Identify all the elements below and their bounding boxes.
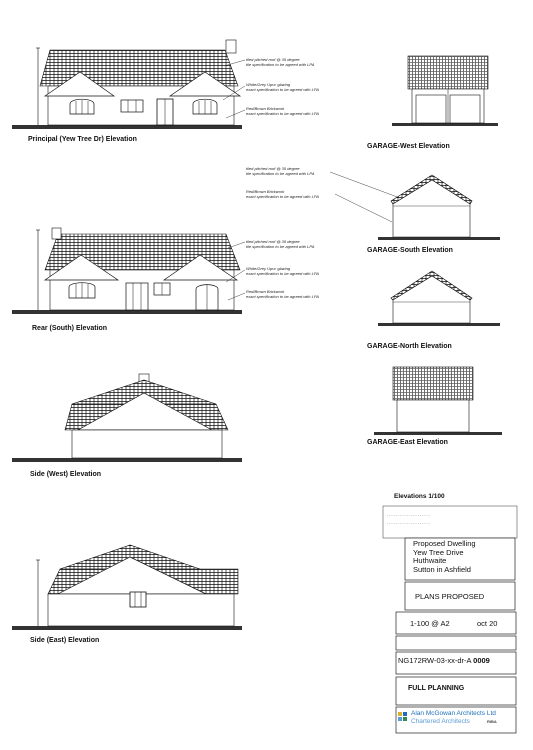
project-address bbox=[413, 540, 476, 574]
project-line-3: Huthwaite bbox=[413, 556, 447, 565]
side-east-elevation-drawing bbox=[12, 545, 242, 630]
garage-west-label: GARAGE-West Elevation bbox=[367, 143, 450, 150]
rear-elevation-label: Rear (South) Elevation bbox=[32, 325, 108, 332]
rear-elevation-drawing bbox=[12, 228, 245, 314]
drawing-number: NG172RW-03-xx-dr-A 0009 bbox=[398, 656, 490, 665]
principal-elevation-drawing bbox=[12, 40, 245, 129]
garage-east-label: GARAGE-East Elevation bbox=[367, 439, 448, 446]
garage-roof-note: tiled pitched roof @ 35 degree tile specification to be agreed with LPA bbox=[246, 166, 315, 176]
garage-brick-note: Red/Brown Brickwork exact specification to be agreed with LPA bbox=[246, 189, 319, 199]
project-line-4: Sutton in Ashfield bbox=[413, 564, 471, 574]
company-subtitle: Chartered Architects bbox=[411, 718, 470, 725]
brick-note: Red/Brown Brickwork exact specification to be agreed with LPA bbox=[246, 106, 319, 116]
garage-west-drawing bbox=[392, 56, 498, 126]
project-line-2: Yew Tree Drive bbox=[413, 547, 464, 557]
garage-south-drawing bbox=[330, 172, 500, 240]
garage-north-drawing bbox=[378, 271, 500, 326]
roof-note: tiled pitched roof @ 35 degree tile specification to be agreed with LPA bbox=[246, 57, 315, 67]
glazing-note: White/Grey Upvc glazing exact specification to be agreed with LPA bbox=[246, 82, 319, 92]
title-block-fineprint-1: - - - - - - - - - - - - - - - - - - - - - - - - bbox=[387, 513, 431, 517]
side-west-elevation-drawing bbox=[12, 374, 242, 462]
drawing-date: oct 20 bbox=[477, 619, 498, 628]
side-west-elevation-label: Side (West) Elevation bbox=[30, 471, 102, 478]
principal-elevation-label: Principal (Yew Tree Dr) Elevation bbox=[28, 136, 137, 143]
sheet-number: 0009 bbox=[473, 656, 490, 665]
garage-east-drawing bbox=[374, 367, 502, 435]
company-name: Alan McGowan Architects Ltd bbox=[411, 710, 496, 717]
project-line-1: Proposed Dwelling bbox=[413, 539, 476, 548]
riba-mark: RIBA bbox=[487, 719, 497, 724]
garage-north-label: GARAGE-North Elevation bbox=[367, 343, 452, 350]
rear-brick-note: Red/Brown Brickwork exact specification to be agreed with LPA bbox=[246, 289, 319, 299]
title-block-fineprint-2: - - - - - - - - - - - - - - - - - - - - - - - - bbox=[387, 521, 431, 525]
drawing-title: PLANS PROPOSED bbox=[415, 592, 485, 601]
rear-glazing-note: White/Grey Upvc glazing exact specification to be agreed with LPA bbox=[246, 266, 319, 276]
side-east-elevation-label: Side (East) Elevation bbox=[30, 637, 100, 644]
scale-heading: Elevations 1/100 bbox=[394, 493, 445, 500]
planning-status: FULL PLANNING bbox=[408, 685, 465, 692]
garage-south-label: GARAGE-South Elevation bbox=[367, 247, 453, 254]
rear-roof-note: tiled pitched roof @ 35 degree tile specification to be agreed with LPA bbox=[246, 239, 315, 249]
drawing-scale: 1-100 @ A2 bbox=[410, 619, 450, 628]
